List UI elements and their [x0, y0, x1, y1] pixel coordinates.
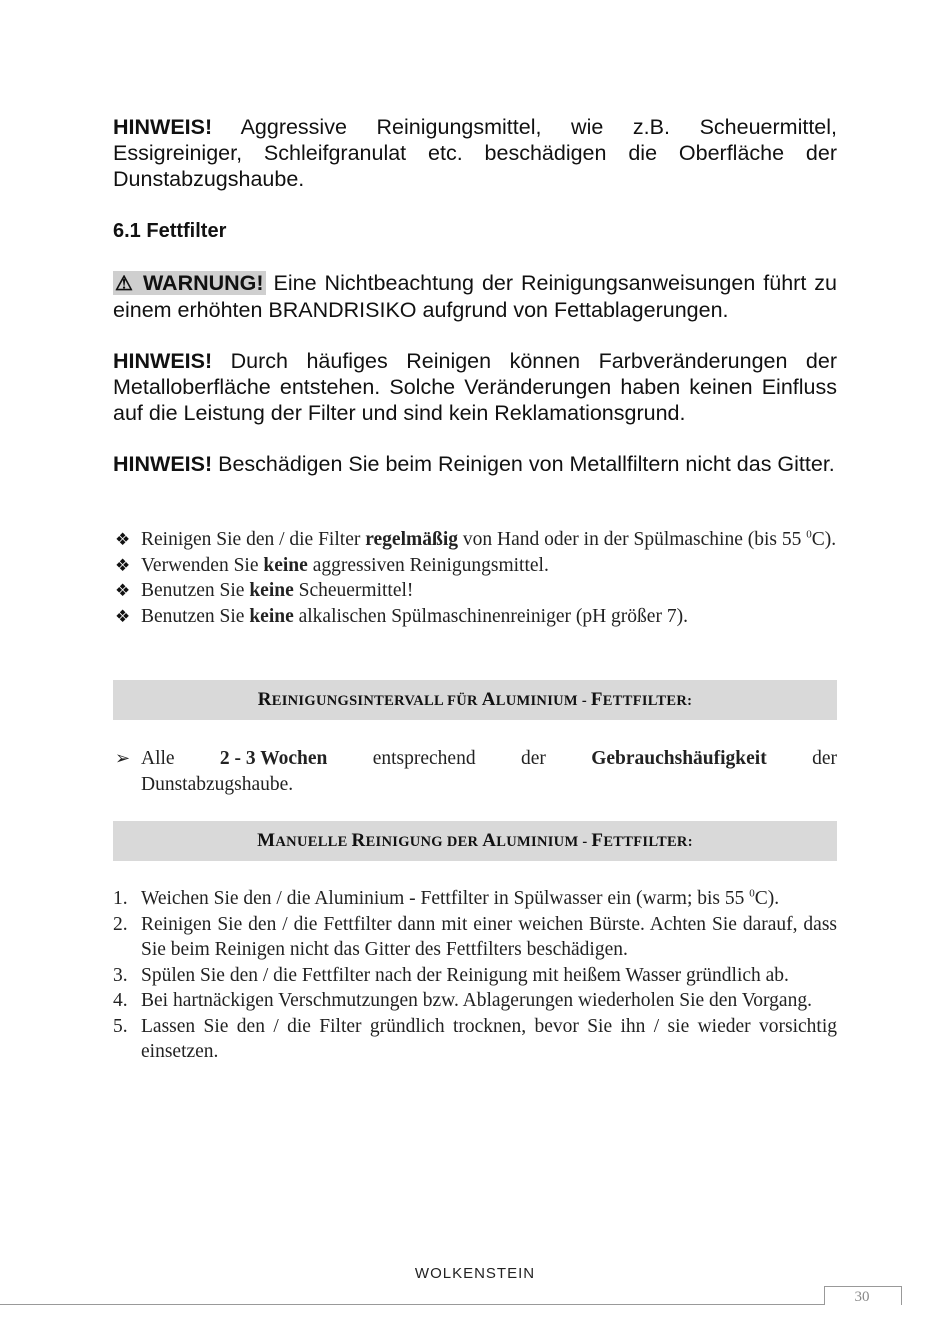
bullet-item: ❖ Reinigen Sie den / die Filter regelmäßig von Hand oder in der Spülmaschine (bis 55 $^0$C). — [113, 527, 837, 553]
bullet-item: ❖ Benutzen Sie keine alkalischen Spülmaschinenreiniger (pH größer 7). — [113, 604, 837, 630]
step-item: 1. Weichen Sie den / die Aluminium - Fettfilter in Spülwasser ein (warm; bis 55 $^0$C). — [113, 887, 780, 909]
step-item: 3. Spülen Sie den / die Fettfilter nach der Reinigung mit heißem Wasser gründlich ab. — [113, 964, 789, 986]
bullet-item: ❖ Benutzen Sie keine Scheuermittel! — [113, 578, 837, 604]
section-heading: 6.1 Fettfilter — [113, 220, 227, 242]
notice-label: HINWEIS! — [113, 349, 213, 373]
diamond-bullet-icon: ❖ — [115, 606, 131, 626]
notice-text: Durch häufiges Reinigen können Farbveränderungen der Metalloberfläche entstehen. Solche Veränderungen haben keinen Einfluss auf die Leistung der Filter und sind kein Reklamationsgrund. — [113, 349, 837, 425]
diamond-bullet-icon: ❖ — [115, 530, 131, 549]
brand-logo: WOLKENSTEIN — [414, 1265, 536, 1282]
step-item: 5. Lassen Sie den / die Filter gründlich trocknen, bevor Sie ihn / sie wieder vorsichtig einsetzen. — [113, 1015, 837, 1062]
warning-paragraph — [113, 270, 837, 323]
notice-text: Beschädigen Sie beim Reinigen von Metallfiltern nicht das Gitter. — [212, 452, 835, 476]
cleaning-interval-heading: REINIGUNGSINTERVALL FÜR ALUMINIUM - FETTFILTER: — [113, 680, 837, 720]
manual-cleaning-heading: MANUELLE REINIGUNG DER ALUMINIUM - FETTFILTER: — [113, 821, 837, 861]
notice-paragraph-1 — [113, 114, 837, 192]
warning-triangle-icon: ⚠ — [115, 273, 135, 295]
arrow-bullet-icon: ➢ — [115, 748, 131, 768]
warning-label-box — [113, 271, 266, 295]
cleaning-interval-item: ➢ Alle 2 - 3 Wochen entsprechend der Gebrauchshäufigkeit der Dunstabzugshaube. — [115, 748, 837, 795]
notice-paragraph-2 — [113, 348, 837, 426]
footer-divider — [0, 1304, 825, 1305]
notice-label: HINWEIS! — [113, 115, 213, 139]
diamond-bullet-icon: ❖ — [115, 581, 131, 600]
diamond-bullet-icon: ❖ — [115, 555, 131, 575]
warning-label: WARNUNG! — [142, 271, 264, 295]
step-item: 4. Bei hartnäckigen Verschmutzungen bzw. Ablagerungen wiederholen Sie den Vorgang. — [113, 990, 812, 1011]
notice-paragraph-3 — [113, 451, 837, 477]
bullet-item: ❖ Verwenden Sie keine aggressiven Reinigungsmittel. — [113, 553, 837, 579]
notice-text: Aggressive Reinigungsmittel, wie z.B. Scheuermittel, Essigreiniger, Schleifgranulat etc. beschädigen die Oberfläche der Dunstabzugshaube. — [113, 115, 837, 191]
notice-label: HINWEIS! — [113, 452, 213, 476]
care-bullet-list — [113, 527, 837, 629]
warning-text: Eine Nichtbeachtung der Reinigungsanweisungen führt zu einem erhöhten BRANDRISIKO aufgrund von Fettablagerungen. — [113, 271, 837, 322]
page-number: 30 — [854, 1289, 870, 1305]
step-item: 2. Reinigen Sie den / die Fettfilter dann mit einer weichen Bürste. Achten Sie darauf, dass Sie beim Reinigen nicht das Gitter des Fettfilters beschädigen. — [113, 913, 837, 960]
manual-cleaning-steps — [113, 886, 837, 1065]
